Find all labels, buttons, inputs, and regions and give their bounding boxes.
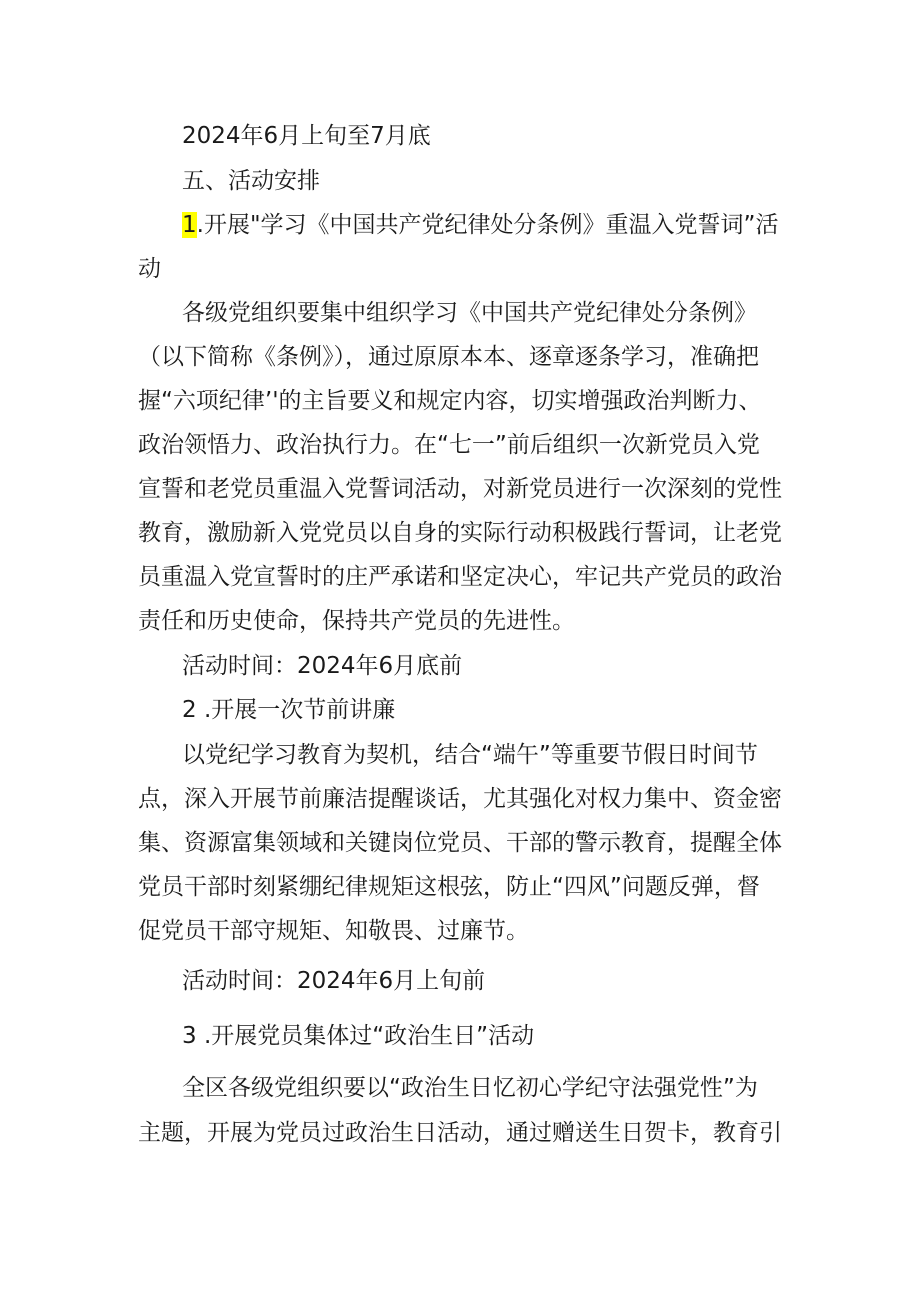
paragraph-1-line: 政治领悟力、政治执行力。在“七一”前后组织一次新党员入党 [138, 432, 760, 458]
paragraph-2-line: 点，深入开展节前廉洁提醒谈话，尤其强化对权力集中、资金密 [138, 786, 782, 812]
paragraph-2-line: 集、资源富集领域和关键岗位党员、干部的警示教育，提醒全体 [138, 830, 782, 856]
paragraph-3-line: 全区各级党组织要以“政治生日忆初心学纪守法强党性”为 [182, 1075, 758, 1101]
paragraph-1-line: （以下简称《条例》），通过原原本本、逐章逐条学习，准确把 [138, 344, 759, 370]
highlighted-number: 1 [182, 212, 197, 238]
paragraph-1-line: 各级党组织要集中组织学习《中国共产党纪律处分条例》 [182, 300, 757, 326]
paragraph-2-line: 以党纪学习教育为契机，结合“端午”等重要节假日时间节 [182, 742, 758, 768]
item-2-heading: 2 .开展一次节前讲廉 [182, 697, 396, 723]
paragraph-3-line: 主题，开展为党员过政治生日活动，通过赠送生日贺卡，教育引 [138, 1120, 782, 1146]
period-line: 2024年6月上旬至7月底 [182, 123, 431, 149]
item-1-heading [182, 210, 788, 240]
section-heading: 五、活动安排 [182, 168, 320, 194]
paragraph-1-line: 教育，激励新入党党员以自身的实际行动积极践行誓词，让老党 [138, 520, 782, 546]
paragraph-1-line: 握“六项纪律’'的主旨要义和规定内容，切实增强政治判断力、 [138, 388, 762, 414]
item-1-heading-continued: 动 [138, 256, 161, 282]
paragraph-2-line: 促党员干部守规矩、知敬畏、过廉节。 [138, 918, 529, 944]
paragraph-1-line: 员重温入党宣誓时的庄严承诺和坚定决心，牢记共产党员的政治 [138, 564, 782, 590]
activity-time-2: 活动时间：2024年6月上旬前 [182, 968, 486, 994]
paragraph-2-line: 党员干部时刻紧绷纪律规矩这根弦，防止“四风”问题反弹，督 [138, 874, 760, 900]
activity-time-1: 活动时间：2024年6月底前 [182, 653, 463, 679]
paragraph-1-line: 责任和历史使命，保持共产党员的先进性。 [138, 608, 575, 634]
item-3-heading: 3 .开展党员集体过“政治生日”活动 [182, 1023, 535, 1049]
item-1-heading-text: .开展"学习《中国共产党纪律处分条例》重温入党誓词”活 [196, 212, 779, 238]
paragraph-1-line: 宣誓和老党员重温入党誓词活动，对新党员进行一次深刻的党性 [138, 476, 782, 502]
